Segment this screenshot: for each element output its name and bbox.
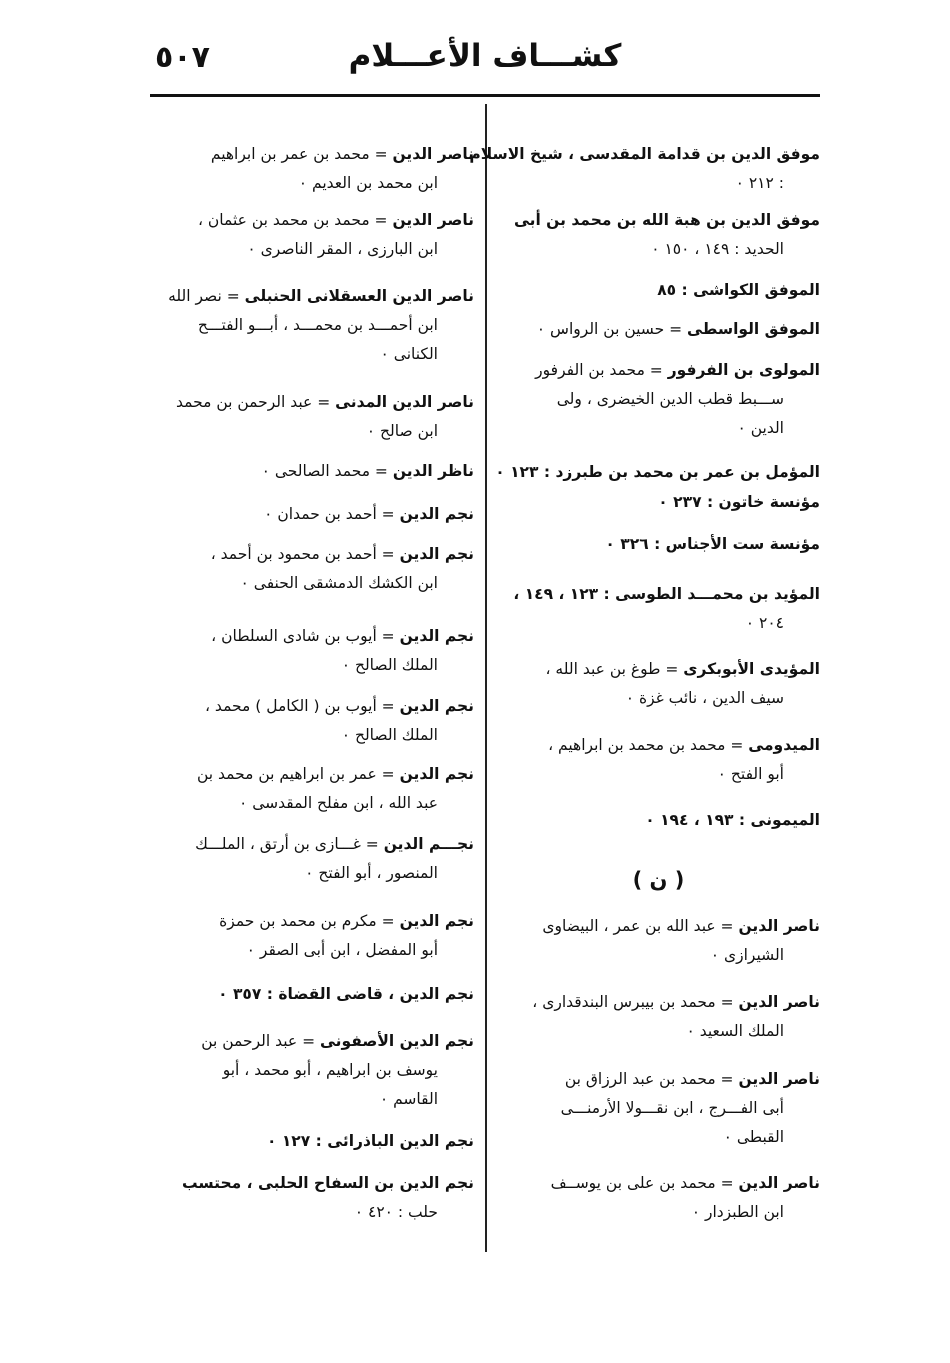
- index-entry: [150, 830, 474, 888]
- entry-heading: الميمونى : ١٩٣ ، ١٩٤ ٠: [645, 811, 820, 829]
- entry-reference: = أحمد بن محمود بن أحمد ،: [210, 545, 400, 563]
- index-entry: [497, 315, 820, 344]
- entry-first-line: [150, 907, 474, 936]
- index-entry: [497, 988, 820, 1046]
- index-entry: [150, 388, 474, 446]
- entry-reference: = حسين بن الرواس ٠: [536, 320, 688, 338]
- index-entry: [150, 282, 474, 369]
- index-entry: [150, 500, 474, 529]
- entry-reference: = محمد الصالحى ٠: [261, 462, 393, 480]
- entry-continuation: يوسف بن ابراهيم ، أبو محمد ، أبو: [222, 1061, 438, 1079]
- entry-first-line: [150, 1127, 474, 1156]
- entry-reference: = طوغ بن عبد الله ،: [545, 660, 684, 678]
- entry-continuation: ابن البارزى ، المقر الناصرى ٠: [247, 240, 438, 258]
- entry-continuation: أبو المفضل ، ابن أبى الصقر ٠: [246, 941, 438, 959]
- entry-reference: = غـــازى بن أرتق ، الملـــك: [195, 835, 384, 853]
- entry-reference: = مكرم بن محمد بن حمزة: [219, 912, 400, 930]
- index-entry: [150, 1127, 474, 1156]
- index-entry: [497, 1065, 820, 1152]
- index-entry: [497, 488, 820, 517]
- entry-heading: ناصر الدين: [738, 1174, 820, 1192]
- entry-heading: ناصر الدين: [738, 1070, 820, 1088]
- entry-continuation: حلب : ٤٢٠ ٠: [354, 1203, 438, 1221]
- index-entry: [150, 140, 474, 198]
- index-entry: [497, 912, 820, 970]
- entry-reference: = نصر الله: [168, 287, 245, 305]
- entry-continuation: ابن الطبزدار ٠: [691, 1203, 784, 1221]
- entry-continuation: المنصور ، أبو الفتح ٠: [305, 864, 438, 882]
- index-entry: [497, 276, 820, 305]
- entry-first-line: [497, 1169, 820, 1198]
- index-entry: [150, 1169, 474, 1227]
- entry-first-line: [497, 1065, 820, 1094]
- index-entry: [150, 1027, 474, 1114]
- entry-reference: = محمد بن على بن يوســف: [550, 1174, 739, 1192]
- entry-continuation: ســـبط قطب الدين الخيضرى ، ولى: [556, 390, 784, 408]
- section-letter-heading: ( ن ): [632, 868, 685, 892]
- entry-continuation: ابن صالح ٠: [366, 422, 438, 440]
- index-entry: [150, 540, 474, 598]
- entry-heading: موفق الدين بن هبة الله بن محمد بن أبى: [513, 211, 820, 229]
- entry-heading: ناصر الدين المدنى: [335, 393, 474, 411]
- entry-first-line: [469, 140, 820, 169]
- index-entry: [150, 457, 474, 486]
- entry-first-line: [150, 760, 474, 789]
- entry-heading: ناصر الدين: [392, 211, 474, 229]
- entry-continuation: الدين ٠: [737, 419, 784, 437]
- entry-heading: ناصر الدين: [392, 145, 474, 163]
- entry-first-line: [497, 912, 820, 941]
- entry-heading: نجم الدين: [399, 697, 474, 715]
- entry-continuation: الملك الصالح ٠: [341, 656, 438, 674]
- entry-reference: = أحمد بن حمدان ٠: [264, 505, 400, 523]
- entry-heading: نجم الدين: [399, 505, 474, 523]
- index-entry: [497, 580, 820, 638]
- entry-heading: المولوى بن الفرفور: [667, 361, 820, 379]
- entry-reference: = عبد الرحمن بن: [201, 1032, 320, 1050]
- entry-heading: الميدومى: [748, 736, 820, 754]
- entry-first-line: [497, 315, 820, 344]
- entry-continuation: أبى الفـــرج ، ابن نقـــولا الأرمنـــى: [560, 1099, 784, 1117]
- index-entry: [150, 206, 474, 264]
- entry-first-line: [497, 276, 820, 305]
- entry-continuation: أبو الفتح ٠: [717, 765, 784, 783]
- left-column: [150, 0, 474, 1363]
- entry-first-line: [150, 388, 474, 417]
- entry-continuation: الملك السعيد ٠: [686, 1022, 784, 1040]
- entry-first-line: [497, 488, 820, 517]
- index-entry: [150, 980, 474, 1009]
- entry-first-line: [150, 830, 474, 859]
- entry-first-line: [497, 356, 820, 385]
- entry-heading: نجم الدين: [399, 545, 474, 563]
- entry-heading: نجم الدين بن السفاح الحلبى ، محتسب: [181, 1174, 474, 1192]
- entry-first-line: [497, 206, 820, 235]
- entry-reference: = أيوب بن شادى السلطان ،: [211, 627, 400, 645]
- entry-heading: المؤيد بن محمـــد الطوسى : ١٢٣ ، ١٤٩ ،: [513, 585, 820, 603]
- index-entry: [150, 907, 474, 965]
- entry-reference: = محمد بن عمر بن ابراهيم: [210, 145, 393, 163]
- entry-continuation: القاسم ٠: [379, 1090, 438, 1108]
- index-entry: [497, 806, 820, 835]
- entry-first-line: [497, 458, 820, 487]
- entry-first-line: [150, 540, 474, 569]
- entry-heading: ناصر الدين العسقلانى الحنبلى: [244, 287, 474, 305]
- index-entry: [497, 206, 820, 264]
- entry-first-line: [150, 1169, 474, 1198]
- entry-heading: نجم الدين: [399, 765, 474, 783]
- entry-heading: نجم الدين: [399, 627, 474, 645]
- entry-first-line: [150, 692, 474, 721]
- entry-first-line: [150, 622, 474, 651]
- index-entry: [150, 692, 474, 750]
- entry-first-line: [150, 1027, 474, 1056]
- entry-first-line: [150, 500, 474, 529]
- entry-reference: = عبد الله بن عمر ، البيضاوى: [542, 917, 739, 935]
- entry-continuation: الحديد : ١٤٩ ، ١٥٠ ٠: [651, 240, 784, 258]
- index-entry: [150, 622, 474, 680]
- entry-first-line: [497, 731, 820, 760]
- entry-continuation: سيف الدين ، نائب غزة ٠: [625, 689, 784, 707]
- index-entry: [497, 530, 820, 559]
- entry-heading: ناصر الدين: [738, 993, 820, 1011]
- entry-first-line: [150, 282, 474, 311]
- index-entry: [497, 458, 820, 487]
- entry-continuation: الشيرازى ٠: [710, 946, 784, 964]
- entry-first-line: [150, 980, 474, 1009]
- entry-heading: نجم الدين ، قاضى القضاة : ٣٥٧ ٠: [218, 985, 474, 1003]
- entry-heading: نجم الدين الباذرائى : ١٢٧ ٠: [266, 1132, 474, 1150]
- entry-heading: مؤنسة ست الأجناس : ٣٢٦ ٠: [605, 535, 820, 553]
- entry-continuation: الملك الصالح ٠: [341, 726, 438, 744]
- entry-first-line: [497, 806, 820, 835]
- index-entry: [497, 655, 820, 713]
- entry-heading: ناصر الدين: [738, 917, 820, 935]
- entry-reference: = محمد بن محمد بن ابراهيم ،: [548, 736, 749, 754]
- entry-continuation: ابن الكشك الدمشقى الحنفى ٠: [240, 574, 438, 592]
- entry-heading: ناظر الدين: [392, 462, 474, 480]
- entry-first-line: [497, 988, 820, 1017]
- entry-first-line: [150, 140, 474, 169]
- entry-reference: = أيوب بن ( الكامل ) محمد ،: [205, 697, 400, 715]
- entry-reference: = عمر بن ابراهيم بن محمد بن: [196, 765, 400, 783]
- entry-heading: موفق الدين بن قدامة المقدسى ، شيخ الاسلام: [469, 145, 820, 163]
- entry-continuation: ٢٠٤ ٠: [745, 614, 784, 632]
- entry-reference: = عبد الرحمن بن محمد: [175, 393, 336, 411]
- entry-first-line: [497, 655, 820, 684]
- entry-heading: الموفق الكواشى : ٨٥: [657, 281, 820, 299]
- entry-first-line: [497, 530, 820, 559]
- entry-reference: = محمد بن محمد بن عثمان ،: [197, 211, 393, 229]
- entry-reference: = محمد بن الفرفور: [535, 361, 668, 379]
- entry-continuation: القبطى ٠: [723, 1128, 784, 1146]
- entry-reference: = محمد بن بيبرس البندقدارى ،: [532, 993, 739, 1011]
- index-entry: [150, 760, 474, 818]
- entry-continuation: : ٢١٢ ٠: [735, 174, 784, 192]
- page-number: ٥٠٧: [155, 40, 210, 75]
- entry-continuation: ابن محمد بن العديم ٠: [298, 174, 438, 192]
- entry-first-line: [150, 206, 474, 235]
- page-title: كشـــاف الأعـــلام: [348, 38, 622, 74]
- index-entry: [469, 140, 820, 198]
- entry-heading: المؤمل بن عمر بن محمد بن طبرزد : ١٢٣ ٠: [495, 463, 820, 481]
- entry-first-line: [150, 457, 474, 486]
- entry-heading: نجـــم الدين: [383, 835, 474, 853]
- entry-heading: المؤيدى الأبوبكرى: [683, 660, 820, 678]
- column-divider: [485, 104, 487, 1252]
- index-entry: [497, 356, 820, 443]
- entry-heading: الموفق الواسطى: [687, 320, 820, 338]
- entry-first-line: [497, 580, 820, 609]
- entry-continuation: الكنانى ٠: [380, 345, 438, 363]
- entry-heading: نجم الدين الأصفونى: [319, 1032, 474, 1050]
- index-entry: [497, 1169, 820, 1227]
- index-entry: [497, 731, 820, 789]
- entry-reference: = محمد بن عبد الرزاق بن: [564, 1070, 739, 1088]
- entry-continuation: عبد الله ، ابن مفلح المقدسى ٠: [239, 794, 438, 812]
- entry-heading: نجم الدين: [399, 912, 474, 930]
- entry-heading: مؤنسة خاتون : ٢٣٧ ٠: [658, 493, 820, 511]
- entry-continuation: ابن أحمـــد بن محمـــد ، أبـــو الفتـــح: [197, 316, 438, 334]
